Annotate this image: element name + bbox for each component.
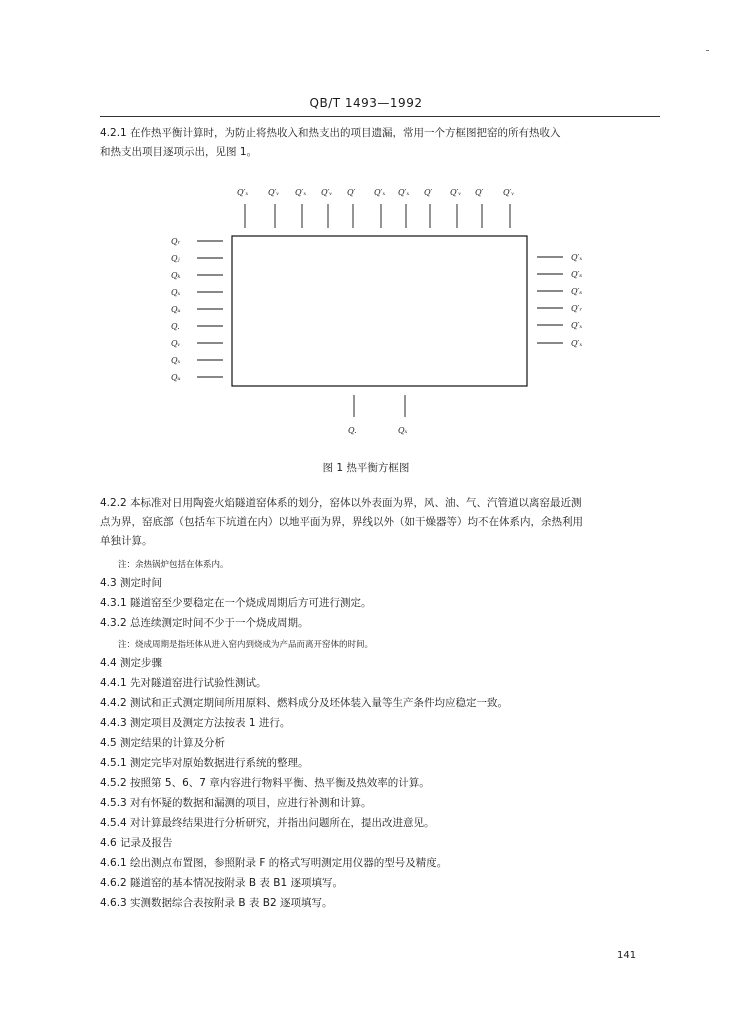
top-label: Q′ₓ [295,188,307,197]
section-4-4-heading: 4.4 测定步骤 [100,657,163,669]
header-rule [100,116,660,117]
right-label: Q′ₛ [571,270,583,279]
left-label: Qᵤ [171,305,181,314]
right-label: Q′ₓ [571,321,583,330]
top-arrows [245,204,510,228]
left-label: Qₓ [171,356,181,365]
paragraph-4-2-1-line-1: 4.2.1 在作热平衡计算时，为防止将热收入和热支出的项目遗漏，常用一个方框图把窑的所有热收入 [100,127,561,139]
top-label: Q′ₓ [237,188,249,197]
page-number: 141 [617,950,637,961]
top-label: Q′ [347,188,356,197]
paragraph-4-2-1-line-2: 和热支出项目逐项示出，见图 1。 [100,146,258,158]
left-label: Qᵥ [171,339,181,348]
left-label: Qⱼ [171,254,180,263]
top-label: Q′ₓ [374,188,386,197]
clause-4-4-2: 4.4.2 测试和正式测定期间所用原料、燃料成分及坯体装入量等生产条件均应稳定一致。 [100,697,509,709]
paragraph-4-2-2-line-2: 点为界，窑底部（包括车下坑道在内）以地平面为界，界线以外（如干燥器等）均不在体系内，余热利用 [100,516,583,528]
clause-4-5-3: 4.5.3 对有怀疑的数据和漏测的项目，应进行补测和计算。 [100,797,372,809]
right-label: Q′ₓ [571,253,583,262]
paragraph-4-2-2-line-1: 4.2.2 本标准对日用陶瓷火焰隧道窑体系的划分，窑体以外表面为界，风、油、气、汽管道以离窑最近测 [100,497,582,509]
right-label: Q′ₓ [571,339,583,348]
bottom-label: Q. [348,426,357,435]
clause-4-4-3: 4.4.3 测定项目及测定方法按表 1 进行。 [100,717,291,729]
heat-balance-diagram [165,183,615,443]
left-labels [171,237,181,382]
clause-4-3-2: 4.3.2 总连续测定时间不少于一个烧成周期。 [100,617,309,629]
top-label: Q′ᵥ [321,188,333,197]
section-4-6-heading: 4.6 记录及报告 [100,837,173,849]
scan-mark [706,50,709,51]
left-arrows [197,241,223,377]
system-boundary-box [232,236,527,386]
right-arrows [537,257,563,343]
top-label: Q′ᵥ [503,188,515,197]
top-label: Q′ₓ [398,188,410,197]
clause-4-6-1: 4.6.1 绘出测点布置图，参照附录 F 的格式写明测定用仪器的型号及精度。 [100,857,448,869]
clause-4-3-1: 4.3.1 隧道窑至少要稳定在一个烧成周期后方可进行测定。 [100,597,372,609]
left-label: Q. [171,322,180,331]
note-1: 注：余热锅炉包括在体系内。 [118,560,229,570]
top-label: Q′ [424,188,433,197]
page-header: QB/T 1493—1992 [309,96,423,110]
left-label: Qᵣ [171,237,181,246]
bottom-arrows [354,395,405,417]
top-label: Q′ᵥ [450,188,462,197]
bottom-label: Qₓ [398,426,408,435]
clause-4-4-1: 4.4.1 先对隧道窑进行试验性测试。 [100,677,267,689]
top-labels [237,188,514,197]
clause-4-6-3: 4.6.3 实测数据综合表按附录 B 表 B2 逐项填写。 [100,897,333,909]
clause-4-5-4: 4.5.4 对计算最终结果进行分析研究，并指出问题所在，提出改进意见。 [100,817,435,829]
paragraph-4-2-2-line-3: 单独计算。 [100,535,153,547]
top-label: Q′ᵥ [268,188,280,197]
right-label: Q′ᵣ [571,304,583,313]
left-label: Qᵤ [171,373,181,382]
bottom-labels [348,426,408,435]
right-labels [571,253,582,348]
top-label: Q′ [475,188,484,197]
left-label: Qₓ [171,288,181,297]
note-2: 注：烧成周期是指坯体从进入窑内到烧成为产品而离开窑体的时间。 [118,640,374,650]
clause-4-5-1: 4.5.1 测定完毕对原始数据进行系统的整理。 [100,757,309,769]
clause-4-5-2: 4.5.2 按照第 5、6、7 章内容进行物料平衡、热平衡及热效率的计算。 [100,777,430,789]
section-4-3-heading: 4.3 测定时间 [100,577,163,589]
section-4-5-heading: 4.5 测定结果的计算及分析 [100,737,226,749]
figure-caption: 图 1 热平衡方框图 [322,462,410,474]
clause-4-6-2: 4.6.2 隧道窑的基本情况按附录 B 表 B1 逐项填写。 [100,877,343,889]
left-label: Qₖ [171,271,181,280]
right-label: Q′ₛ [571,287,583,296]
